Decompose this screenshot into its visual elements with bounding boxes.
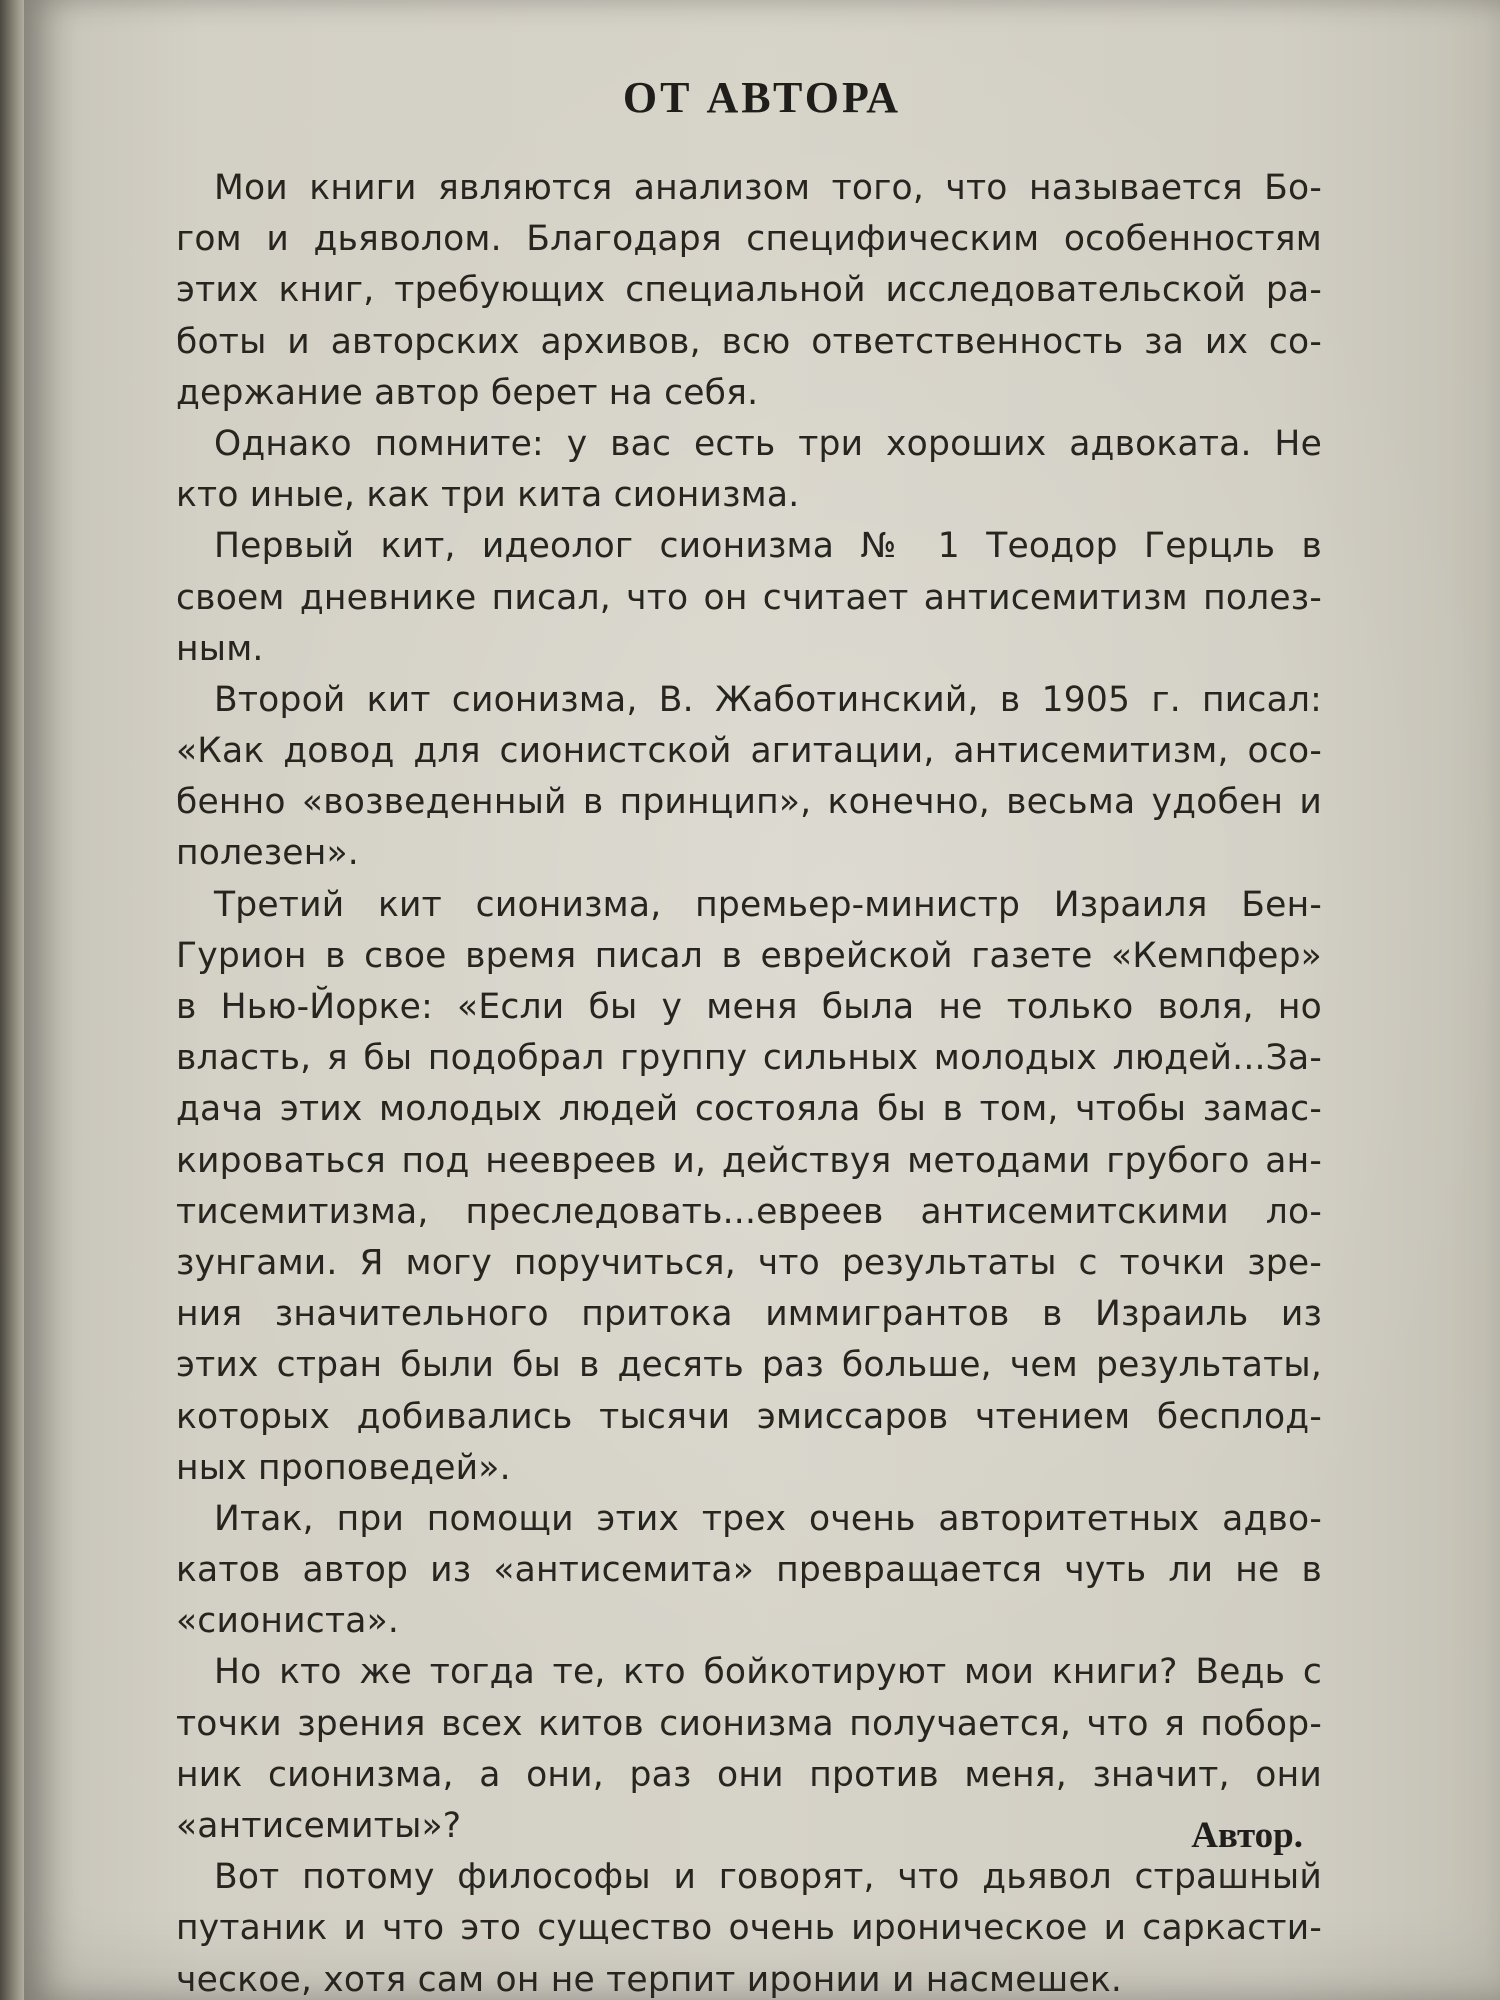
- text-line: Первый кит, идеолог сионизма № 1 Теодор Герцль в: [214, 526, 1322, 567]
- paragraph: [176, 675, 1322, 880]
- paragraph: [176, 1647, 1322, 1852]
- book-page: [24, 0, 1500, 2000]
- text-line: Итак, при помощи этих трех очень авторитетных адво-: [214, 1498, 1322, 1539]
- text-line: своем дневнике писал, что он считает антисемитизм полез-: [176, 577, 1322, 618]
- paragraph: [176, 880, 1322, 1494]
- text-line: в Нью-Йорке: «Если бы у меня была не только воля, но: [176, 987, 1322, 1027]
- text-line: ник сионизма, а они, раз они против меня, значит, они: [176, 1754, 1322, 1795]
- text-line: зунгами. Я могу поручиться, что результаты с точки зре-: [176, 1242, 1322, 1283]
- text-line: власть, я бы подобрал группу сильных молодых людей...За-: [176, 1038, 1322, 1079]
- paragraph: [176, 521, 1322, 675]
- text-line: Но кто же тогда те, кто бойкотируют мои книги? Ведь с: [214, 1652, 1322, 1693]
- text-line: ным.: [176, 628, 264, 669]
- text-line: Третий кит сионизма, премьер-министр Израиля Бен-: [214, 884, 1322, 925]
- paragraph: [176, 1494, 1322, 1648]
- text-line: бенно «возведенный в принцип», конечно, весьма удобен и: [176, 782, 1322, 823]
- paragraph: [176, 419, 1322, 521]
- text-line: тисемитизма, преследовать...евреев антисемитскими ло-: [176, 1191, 1322, 1232]
- text-line: этих книг, требующих специальной исследовательской ра-: [176, 270, 1322, 311]
- text-line: гом и дьяволом. Благодаря специфическим особенностям: [176, 219, 1322, 260]
- text-line: Вот потому философы и говорят, что дьявол страшный: [214, 1857, 1322, 1898]
- text-line: держание автор берет на себя.: [176, 372, 759, 413]
- text-line: ных проповедей».: [176, 1447, 511, 1488]
- text-line: «сиониста».: [176, 1601, 400, 1642]
- text-line: этих стран были бы в десять раз больше, чем результаты,: [176, 1345, 1322, 1386]
- text-line: ческое, хотя сам он не терпит иронии и насмешек.: [176, 1959, 1123, 2000]
- text-line: Мои книги являются анализом того, что называется Бо-: [214, 168, 1322, 208]
- text-line: ния значительного притока иммигрантов в Израиль из: [176, 1294, 1322, 1335]
- text-line: Гурион в свое время писал в еврейской газете «Кемпфер»: [176, 935, 1322, 976]
- text-line: Второй кит сионизма, В. Жаботинский, в 1905 г. писал:: [214, 679, 1322, 720]
- text-line: боты и авторских архивов, всю ответственность за их со-: [176, 321, 1322, 362]
- text-line: Однако помните: у вас есть три хороших адвоката. Не: [214, 423, 1322, 464]
- text-line: дача этих молодых людей состояла бы в том, чтобы замас-: [176, 1089, 1322, 1130]
- text-line: кироваться под неевреев и, действуя методами грубого ан-: [176, 1140, 1322, 1181]
- text-line: «Как довод для сионистской агитации, антисемитизм, осо-: [176, 731, 1322, 772]
- body-text: [176, 163, 1322, 2000]
- text-line: точки зрения всех китов сионизма получается, что я побор-: [176, 1703, 1322, 1744]
- text-line: «антисемиты»?: [176, 1806, 462, 1846]
- text-line: путаник и что это существо очень ироническое и саркасти-: [176, 1908, 1322, 1949]
- text-line: полезен».: [176, 833, 359, 874]
- paragraph: [176, 1852, 1322, 2000]
- page-title: ОТ АВТОРА: [622, 73, 902, 122]
- text-line: катов автор из «антисемита» превращается чуть ли не в: [176, 1550, 1322, 1591]
- paragraph: [176, 163, 1322, 419]
- author-signature: Автор.: [1191, 1815, 1303, 1856]
- text-line: кто иные, как три кита сионизма.: [176, 475, 800, 516]
- text-line: которых добивались тысячи эмиссаров чтением бесплод-: [176, 1396, 1322, 1437]
